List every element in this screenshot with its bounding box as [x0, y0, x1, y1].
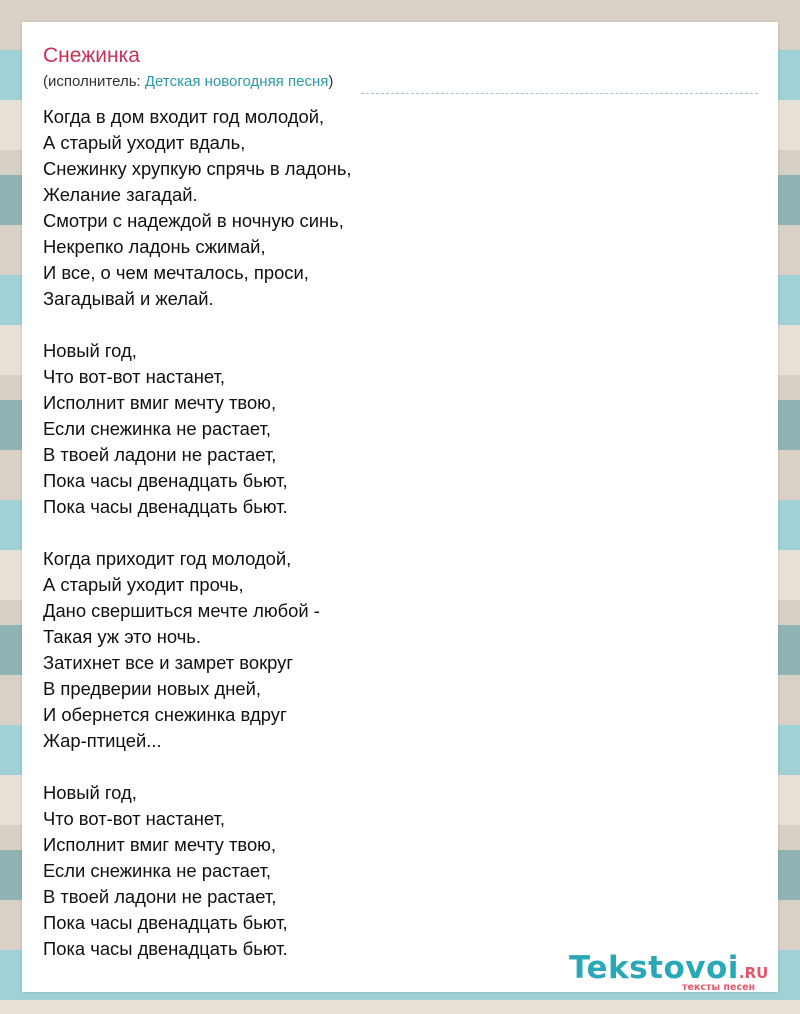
- lyric-line: Дано свершиться мечте любой -: [43, 600, 320, 621]
- lyric-line: Такая уж это ночь.: [43, 626, 201, 647]
- lyric-line: Загадывай и желай.: [43, 288, 214, 309]
- lyric-line: Когда приходит год молодой,: [43, 548, 292, 569]
- lyric-line: А старый уходит прочь,: [43, 574, 244, 595]
- lyric-line: Если снежинка не растает,: [43, 860, 271, 881]
- lyric-line: Смотри с надеждой в ночную синь,: [43, 210, 344, 231]
- logo-tagline: тексты песен: [682, 982, 756, 993]
- lyric-line: Пока часы двенадцать бьют,: [43, 912, 288, 933]
- divider: [361, 93, 758, 94]
- stanza: [43, 338, 743, 520]
- lyric-line: Желание загадай.: [43, 184, 198, 205]
- lyrics-text: [43, 104, 743, 962]
- lyric-line: И все, о чем мечталось, проси,: [43, 262, 309, 283]
- lyric-line: В твоей ладони не растает,: [43, 444, 277, 465]
- stanza-gap: [43, 312, 743, 338]
- stanza-gap: [43, 754, 743, 780]
- lyric-line: Пока часы двенадцать бьют.: [43, 938, 288, 959]
- lyric-line: Что вот-вот настанет,: [43, 366, 225, 387]
- lyric-line: Пока часы двенадцать бьют,: [43, 470, 288, 491]
- lyric-line: В твоей ладони не растает,: [43, 886, 277, 907]
- lyric-line: И обернется снежинка вдруг: [43, 704, 287, 725]
- lyric-line: Снежинку хрупкую спрячь в ладонь,: [43, 158, 352, 179]
- artist-suffix: ): [328, 73, 334, 90]
- lyric-line: А старый уходит вдаль,: [43, 132, 246, 153]
- lyric-line: Что вот-вот настанет,: [43, 808, 225, 829]
- logo-tld: .RU: [738, 964, 769, 982]
- lyric-line: Некрепко ладонь сжимай,: [43, 236, 266, 257]
- lyric-line: Пока часы двенадцать бьют.: [43, 496, 288, 517]
- lyric-line: Когда в дом входит год молодой,: [43, 106, 325, 127]
- stanza: [43, 780, 743, 962]
- lyric-line: В предверии новых дней,: [43, 678, 261, 699]
- logo-name: Tekstovoi: [569, 950, 739, 986]
- lyric-line: Новый год,: [43, 782, 137, 803]
- lyric-line: Исполнит вмиг мечту твою,: [43, 392, 277, 413]
- site-logo[interactable]: [569, 949, 769, 997]
- lyric-line: Новый год,: [43, 340, 137, 361]
- lyric-line: Жар-птицей...: [43, 730, 162, 751]
- lyric-line: Если снежинка не растает,: [43, 418, 271, 439]
- stanza: [43, 546, 743, 754]
- lyric-line: Исполнит вмиг мечту твою,: [43, 834, 277, 855]
- lyric-line: Затихнет все и замрет вокруг: [43, 652, 294, 673]
- song-title: Снежинка: [43, 44, 140, 67]
- artist-link[interactable]: Детская новогодняя песня: [144, 73, 329, 90]
- artist-line: [43, 72, 333, 92]
- stanza: [43, 104, 743, 312]
- artist-prefix: (исполнитель:: [43, 73, 145, 90]
- lyrics-card: [22, 22, 778, 992]
- stanza-gap: [43, 520, 743, 546]
